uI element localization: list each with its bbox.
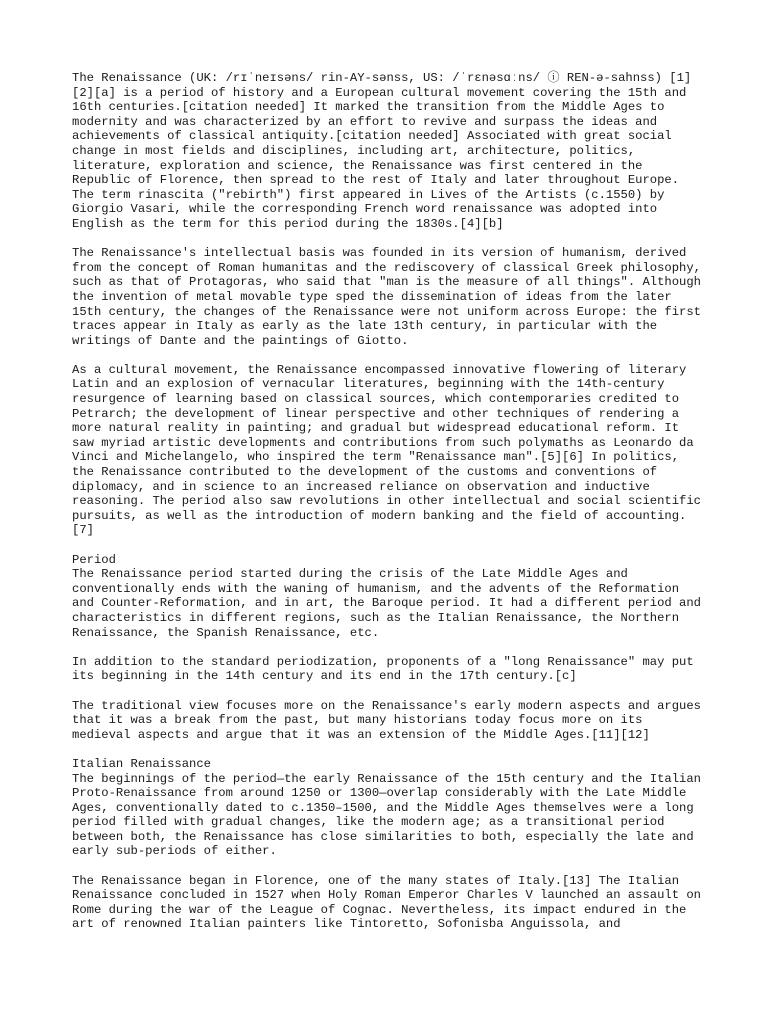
section-heading-italian-renaissance: Italian Renaissance xyxy=(72,756,211,771)
period-paragraph-1: The Renaissance period started during the crisis of the Late Middle Ages and conventionally ends with the waning of humanism, and the advents of the Reformation and Counter-Reformation, and in art, the Baroque period. It had a different period and characteristics in different regions, such as the Italian Renaissance, the Northern Renaissance, the Spanish Renaissance, etc. xyxy=(72,567,701,640)
period-paragraph-2: In addition to the standard periodization, proponents of a "long Renaissance" may put its beginning in the 14th century and its end in the 17th century.[c] xyxy=(72,654,694,684)
period-paragraph-3: The traditional view focuses more on the Renaissance's early modern aspects and argues that it was a break from the past, but many historians today focus more on its medieval aspects and argue that it was an extension of the Middle Ages.[11][12] xyxy=(72,698,701,742)
italian-paragraph-1: The beginnings of the period—the early Renaissance of the 15th century and the Italian Proto-Renaissance from around 1250 or 1300—overlap considerably with the Late Middle Ages, conventionally dated to c.1350–1500, and the Middle Ages themselves were a long period filled with gradual changes, like the modern age; as a transitional period between both, the Renaissance has close similarities to both, especially the late and early sub-periods of either. xyxy=(72,771,701,859)
intro-paragraph-1: The Renaissance (UK: /rɪˈneɪsəns/ rin-AY-sənss, US: /ˈrɛnəsɑːns/ ⓘ REN-ə-sahnss) [1][2][a] is a period of history and a European cultural movement covering the 15th and 16th centuries.[citation needed] It marked the transition from the Middle Ages to modernity and was characterized by an effort to revive and surpass the ideas and achievements of classical antiquity.[citation needed] Associated with great social change in most fields and disciplines, including art, architecture, politics, literature, exploration and science, the Renaissance was first centered in the Republic of Florence, then spread to the rest of Italy and later throughout Europe. The term rinascita ("rebirth") first appeared in Lives of the Artists (c.1550) by Giorgio Vasari, while the corresponding French word renaissance was adopted into English as the term for this period during the 1830s.[4][b] xyxy=(72,71,692,231)
section-heading-period: Period xyxy=(72,552,116,567)
italian-paragraph-2: The Renaissance began in Florence, one of the many states of Italy.[13] The Italian Renaissance concluded in 1527 when Holy Roman Emperor Charles V launched an assault on Rome during the war of the League of Cognac. Nevertheless, its impact endured in the art of renowned Italian painters like Tintoretto, Sofonisba Anguissola, and xyxy=(72,873,701,932)
intro-paragraph-2: The Renaissance's intellectual basis was founded in its version of humanism, derived from the concept of Roman humanitas and the rediscovery of classical Greek philosophy, such as that of Protagoras, who said that "man is the measure of all things". Although the invention of metal movable type sped the dissemination of ideas from the later 15th century, the changes of the Renaissance were not uniform across Europe: the first traces appear in Italy as early as the late 13th century, in particular with the writings of Dante and the paintings of Giotto. xyxy=(72,246,701,348)
document-page xyxy=(72,71,702,947)
intro-paragraph-3: As a cultural movement, the Renaissance encompassed innovative flowering of literary Latin and an explosion of vernacular literatures, beginning with the 14th-century resurgence of learning based on classical sources, which contemporaries credited to Petrarch; the development of linear perspective and other techniques of rendering a more natural reality in painting; and gradual but widespread educational reform. It saw myriad artistic developments and contributions from such polymaths as Leonardo da Vinci and Michelangelo, who inspired the term "Renaissance man".[5][6] In politics, the Renaissance contributed to the development of the customs and conventions of diplomacy, and in science to an increased reliance on observation and inductive reasoning. The period also saw revolutions in other intellectual and social scientific pursuits, as well as the introduction of modern banking and the field of accounting.[7] xyxy=(72,362,701,538)
